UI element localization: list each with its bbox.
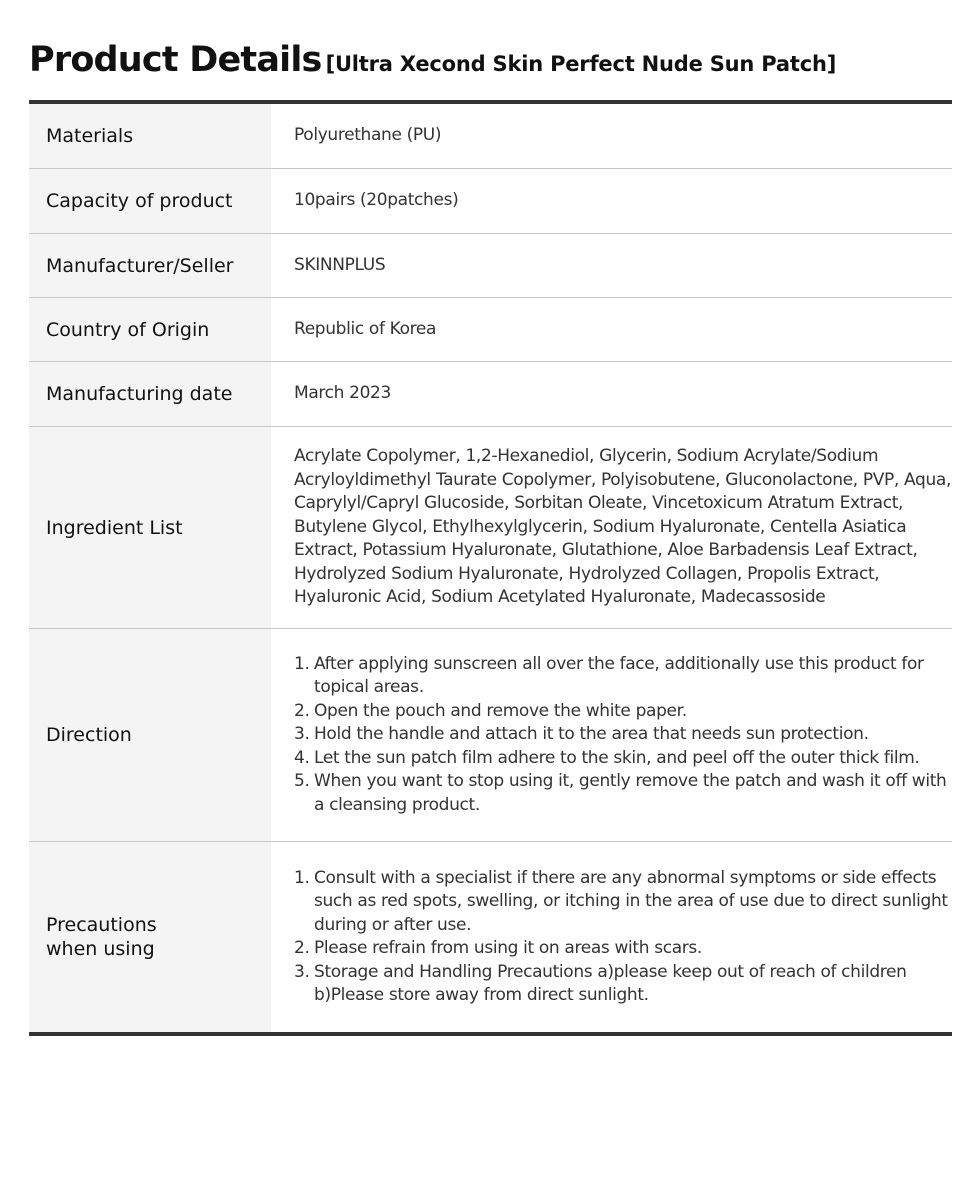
row-value: Polyurethane (PU) <box>294 125 442 146</box>
ingredient-list: Acrylate Copolymer, 1,2-Hexanediol, Glycerin, Sodium Acrylate/Sodium Acryloyldimethyl Taurate Copolymer, Polyisobutene, Gluconolactone, PVP, Aqua, Caprylyl/Capryl Glucoside, Sorbitan Oleate, Vincetoxicum Atratum Extract, Butylene Glycol, Ethylhexylglycerin, Sodium Hyaluronate, Centella Asiatica Extract, Potassium Hyaluronate, Glutathione, Aloe Barbadensis Leaf Extract, Hydrolyzed Sodium Hyaluronate, Hydrolyzed Collagen, Propolis Extract, Hyaluronic Acid, Sodium Acetylated Hyaluronate, Madecassoside <box>294 446 951 608</box>
row-label: Manufacturer/Seller <box>29 234 271 297</box>
row-direction <box>29 629 952 842</box>
row-label: Materials <box>29 104 271 168</box>
step-number: 3. <box>294 724 310 745</box>
precaution-steps <box>294 867 952 1008</box>
row-manufacturing-date <box>29 362 952 427</box>
row-ingredients <box>29 427 952 629</box>
list-item <box>294 700 952 724</box>
step-text: Hold the handle and attach it to the area that needs sun protection. <box>314 724 869 745</box>
product-details-table <box>29 100 952 1036</box>
list-item <box>294 867 952 938</box>
row-value: Republic of Korea <box>294 318 437 339</box>
step-text: Please refrain from using it on areas with scars. <box>314 938 702 958</box>
step-number: 5. <box>294 771 310 792</box>
row-label <box>29 842 271 1032</box>
row-label: Direction <box>29 629 271 841</box>
label-line: Precautions <box>46 914 157 936</box>
row-capacity <box>29 169 952 234</box>
step-text: Open the pouch and remove the white paper. <box>314 700 687 721</box>
row-value <box>271 427 952 628</box>
step-number: 4. <box>294 747 310 768</box>
page-title <box>29 40 836 80</box>
row-label: Ingredient List <box>29 427 271 628</box>
step-text: After applying sunscreen all over the face, additionally use this product for topical areas. <box>314 653 924 698</box>
label-line: when using <box>46 938 155 960</box>
row-value: 10pairs (20patches) <box>294 190 459 211</box>
step-number: 1. <box>294 653 310 674</box>
row-label: Country of Origin <box>29 298 271 361</box>
product-name: [Ultra Xecond Skin Perfect Nude Sun Patch] <box>325 52 837 76</box>
step-number: 1. <box>294 867 310 888</box>
row-value: SKINNPLUS <box>294 254 386 275</box>
list-item <box>294 747 952 771</box>
step-text: Storage and Handling Precautions a)please keep out of reach of children b)Please store away from direct sunlight. <box>314 961 907 1005</box>
row-materials <box>29 104 952 169</box>
list-item <box>294 653 952 700</box>
list-item <box>294 961 952 1008</box>
step-text: Consult with a specialist if there are any abnormal symptoms or side effects such as red spots, swelling, or itching in the area of use due to direct sunlight during or after use. <box>314 867 948 935</box>
row-label: Manufacturing date <box>29 362 271 426</box>
row-value: March 2023 <box>294 383 391 404</box>
step-text: When you want to stop using it, gently remove the patch and wash it off with a cleansing product. <box>314 771 947 815</box>
row-country <box>29 298 952 362</box>
list-item <box>294 770 952 817</box>
step-number: 2. <box>294 700 310 721</box>
row-precautions <box>29 842 952 1032</box>
list-item <box>294 723 952 747</box>
row-manufacturer <box>29 234 952 298</box>
step-text: Let the sun patch film adhere to the skin, and peel off the outer thick film. <box>314 747 920 768</box>
row-label: Capacity of product <box>29 169 271 233</box>
step-number: 3. <box>294 961 310 982</box>
list-item <box>294 937 952 961</box>
row-value <box>271 842 952 1032</box>
step-number: 2. <box>294 938 310 958</box>
direction-steps <box>294 653 952 818</box>
row-value <box>271 629 952 841</box>
title-main: Product Details <box>29 40 322 80</box>
